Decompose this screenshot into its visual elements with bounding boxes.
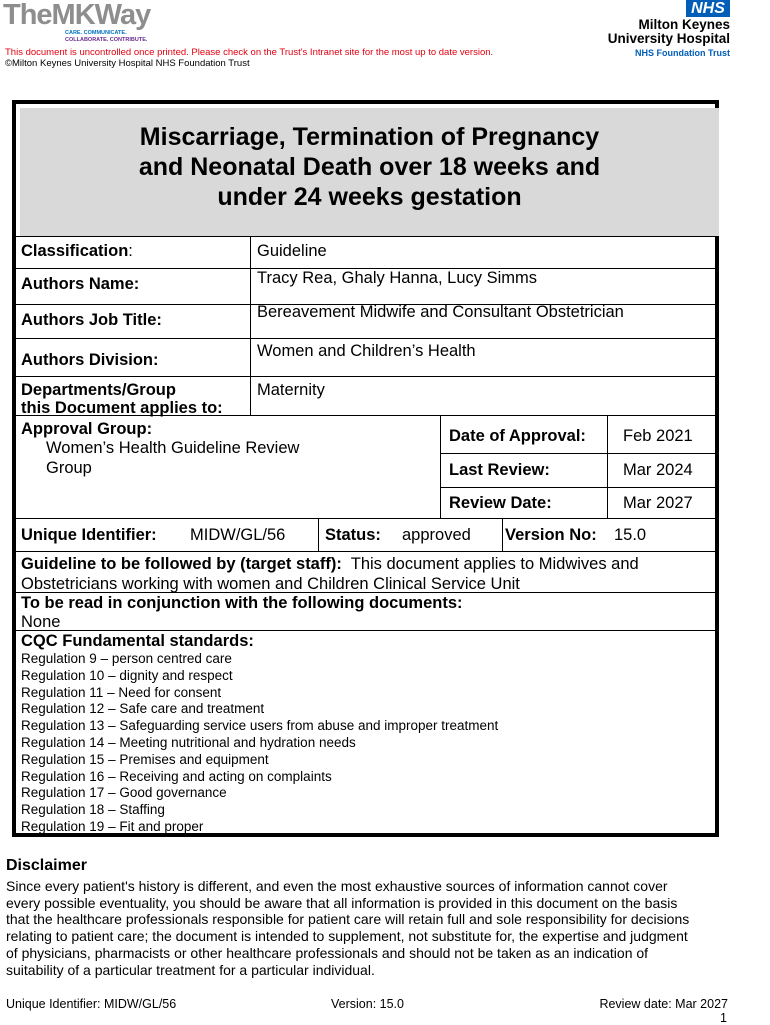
disclaimer-line: every possible eventuality, you should be aware that all information is provided in this document on the basis <box>6 894 678 911</box>
approval-group-value: Women’s Health Guideline Review Group <box>46 439 300 477</box>
unique-identifier-value: MIDW/GL/56 <box>190 526 286 544</box>
date-of-approval-label: Date of Approval: <box>449 427 586 445</box>
disclaimer-line: Since every patient's history is different, and even the most exhaustive sources of information cannot cover <box>6 878 668 894</box>
document-title-line2: and Neonatal Death over 18 weeks and <box>138 153 601 181</box>
document-title-line3: under 24 weeks gestation <box>217 183 522 211</box>
regulation-item: Regulation 9 – person centred care <box>21 651 232 666</box>
document-title-line1: Miscarriage, Termination of Pregnancy <box>139 123 600 151</box>
target-staff <box>21 555 711 593</box>
disclaimer-line: suitability of a particular treatment for a particular individual. <box>6 961 375 978</box>
regulation-item: Regulation 11 – Need for consent <box>21 684 222 700</box>
divider <box>16 338 715 339</box>
footer-review-date: Review date: Mar 2027 <box>599 997 728 1011</box>
regulation-item: Regulation 13 – Safeguarding service users from abuse and improper treatment <box>21 718 499 734</box>
target-staff-value: This document applies to Midwives and <box>350 555 639 573</box>
read-with-label: To be read in conjunction with the following documents: <box>21 594 463 612</box>
nhs-logo: NHS <box>686 0 730 17</box>
regulation-item: Regulation 18 – Staffing <box>21 802 165 818</box>
copyright-line: ©Milton Keynes University Hospital NHS Foundation Trust <box>5 58 250 69</box>
logo-tagline-2: COLLABORATE. CONTRIBUTE. <box>65 37 148 43</box>
unique-identifier-label: Unique Identifier: <box>21 526 157 544</box>
target-staff-value-cont: Obstetricians working with women and Children Clinical Service Unit <box>21 575 520 593</box>
logo-tagline-1: CARE. COMMUNICATE. <box>65 30 127 36</box>
authors-job-title-label: Authors Job Title: <box>21 311 162 329</box>
departments-label: Departments/Group this Document applies to: <box>21 381 223 417</box>
divider <box>16 551 715 552</box>
authors-division-label: Authors Division: <box>21 351 159 369</box>
target-staff-label: Guideline to be followed by (target staff): <box>21 555 342 573</box>
trust-name-line2: University Hospital <box>607 31 730 46</box>
regulation-item: Regulation 10 – dignity and respect <box>21 667 233 683</box>
divider <box>318 518 319 551</box>
disclaimer-line: that the healthcare professionals responsible for patient care will retain full and sole responsibility for decisions <box>6 911 690 928</box>
departments-value: Maternity <box>257 381 325 399</box>
footer-version: Version: 15.0 <box>331 997 404 1011</box>
regulation-item: Regulation 12 – Safe care and treatment <box>21 701 265 717</box>
date-of-approval-value: Feb 2021 <box>623 427 693 445</box>
status-value: approved <box>402 526 471 544</box>
disclaimer-line: of physicians, pharmacists or other healthcare professionals and should not be taken as an indication of <box>6 944 649 961</box>
cqc-label: CQC Fundamental standards: <box>21 632 254 650</box>
regulation-item: Regulation 14 – Meeting nutritional and hydration needs <box>21 734 356 750</box>
themkway-logo <box>3 0 163 48</box>
cqc-standards <box>21 632 498 836</box>
divider <box>250 236 251 415</box>
divider <box>502 518 503 551</box>
divider <box>440 453 715 454</box>
divider <box>607 415 608 518</box>
authors-name-value: Tracy Rea, Ghaly Hanna, Lucy Simms <box>257 269 537 287</box>
classification-value: Guideline <box>257 242 327 260</box>
version-label: Version No: <box>505 526 597 544</box>
document-title <box>20 122 719 212</box>
review-date-value: Mar 2027 <box>623 494 693 512</box>
version-value: 15.0 <box>614 526 647 544</box>
review-date-label: Review Date: <box>449 494 552 512</box>
trust-name-line1: Milton Keynes <box>638 17 730 32</box>
disclaimer-line: relating to patient care; the document is intended to supplement, not substitute for, the expertise and judgment <box>6 928 688 945</box>
classification-label: Classification: <box>21 242 133 260</box>
authors-job-title-value: Bereavement Midwife and Consultant Obstetrician <box>257 303 624 321</box>
last-review-label: Last Review: <box>449 461 550 479</box>
disclaimer-text <box>6 878 766 978</box>
read-with <box>21 594 463 631</box>
last-review-value: Mar 2024 <box>623 461 693 479</box>
status-label: Status: <box>325 526 381 544</box>
regulation-item: Regulation 17 – Good governance <box>21 785 227 801</box>
authors-division-value: Women and Children’s Health <box>257 342 476 360</box>
regulation-item: Regulation 16 – Receiving and acting on complaints <box>21 768 332 784</box>
footer-unique-identifier: Unique Identifier: MIDW/GL/56 <box>6 997 177 1011</box>
trust-name <box>608 18 730 46</box>
divider <box>16 518 715 519</box>
divider <box>440 415 441 518</box>
disclaimer-heading: Disclaimer <box>6 857 87 874</box>
divider <box>16 376 715 377</box>
document-info-table <box>12 100 719 837</box>
logo-text: TheMKWay <box>3 0 151 31</box>
uncontrolled-notice: This document is uncontrolled once printed. Please check on the Trust's Intranet site for the most up to date version. <box>5 47 494 58</box>
authors-name-label: Authors Name: <box>21 275 140 293</box>
page-number: 1 <box>720 1011 727 1025</box>
divider <box>440 487 715 488</box>
regulation-item: Regulation 19 – Fit and proper <box>21 818 204 834</box>
regulation-item: Regulation 15 – Premises and equipment <box>21 751 269 767</box>
trust-subtitle: NHS Foundation Trust <box>635 48 730 58</box>
approval-group-label: Approval Group: <box>21 420 153 438</box>
divider <box>16 236 715 237</box>
title-box <box>20 108 719 236</box>
read-with-value: None <box>21 613 61 631</box>
